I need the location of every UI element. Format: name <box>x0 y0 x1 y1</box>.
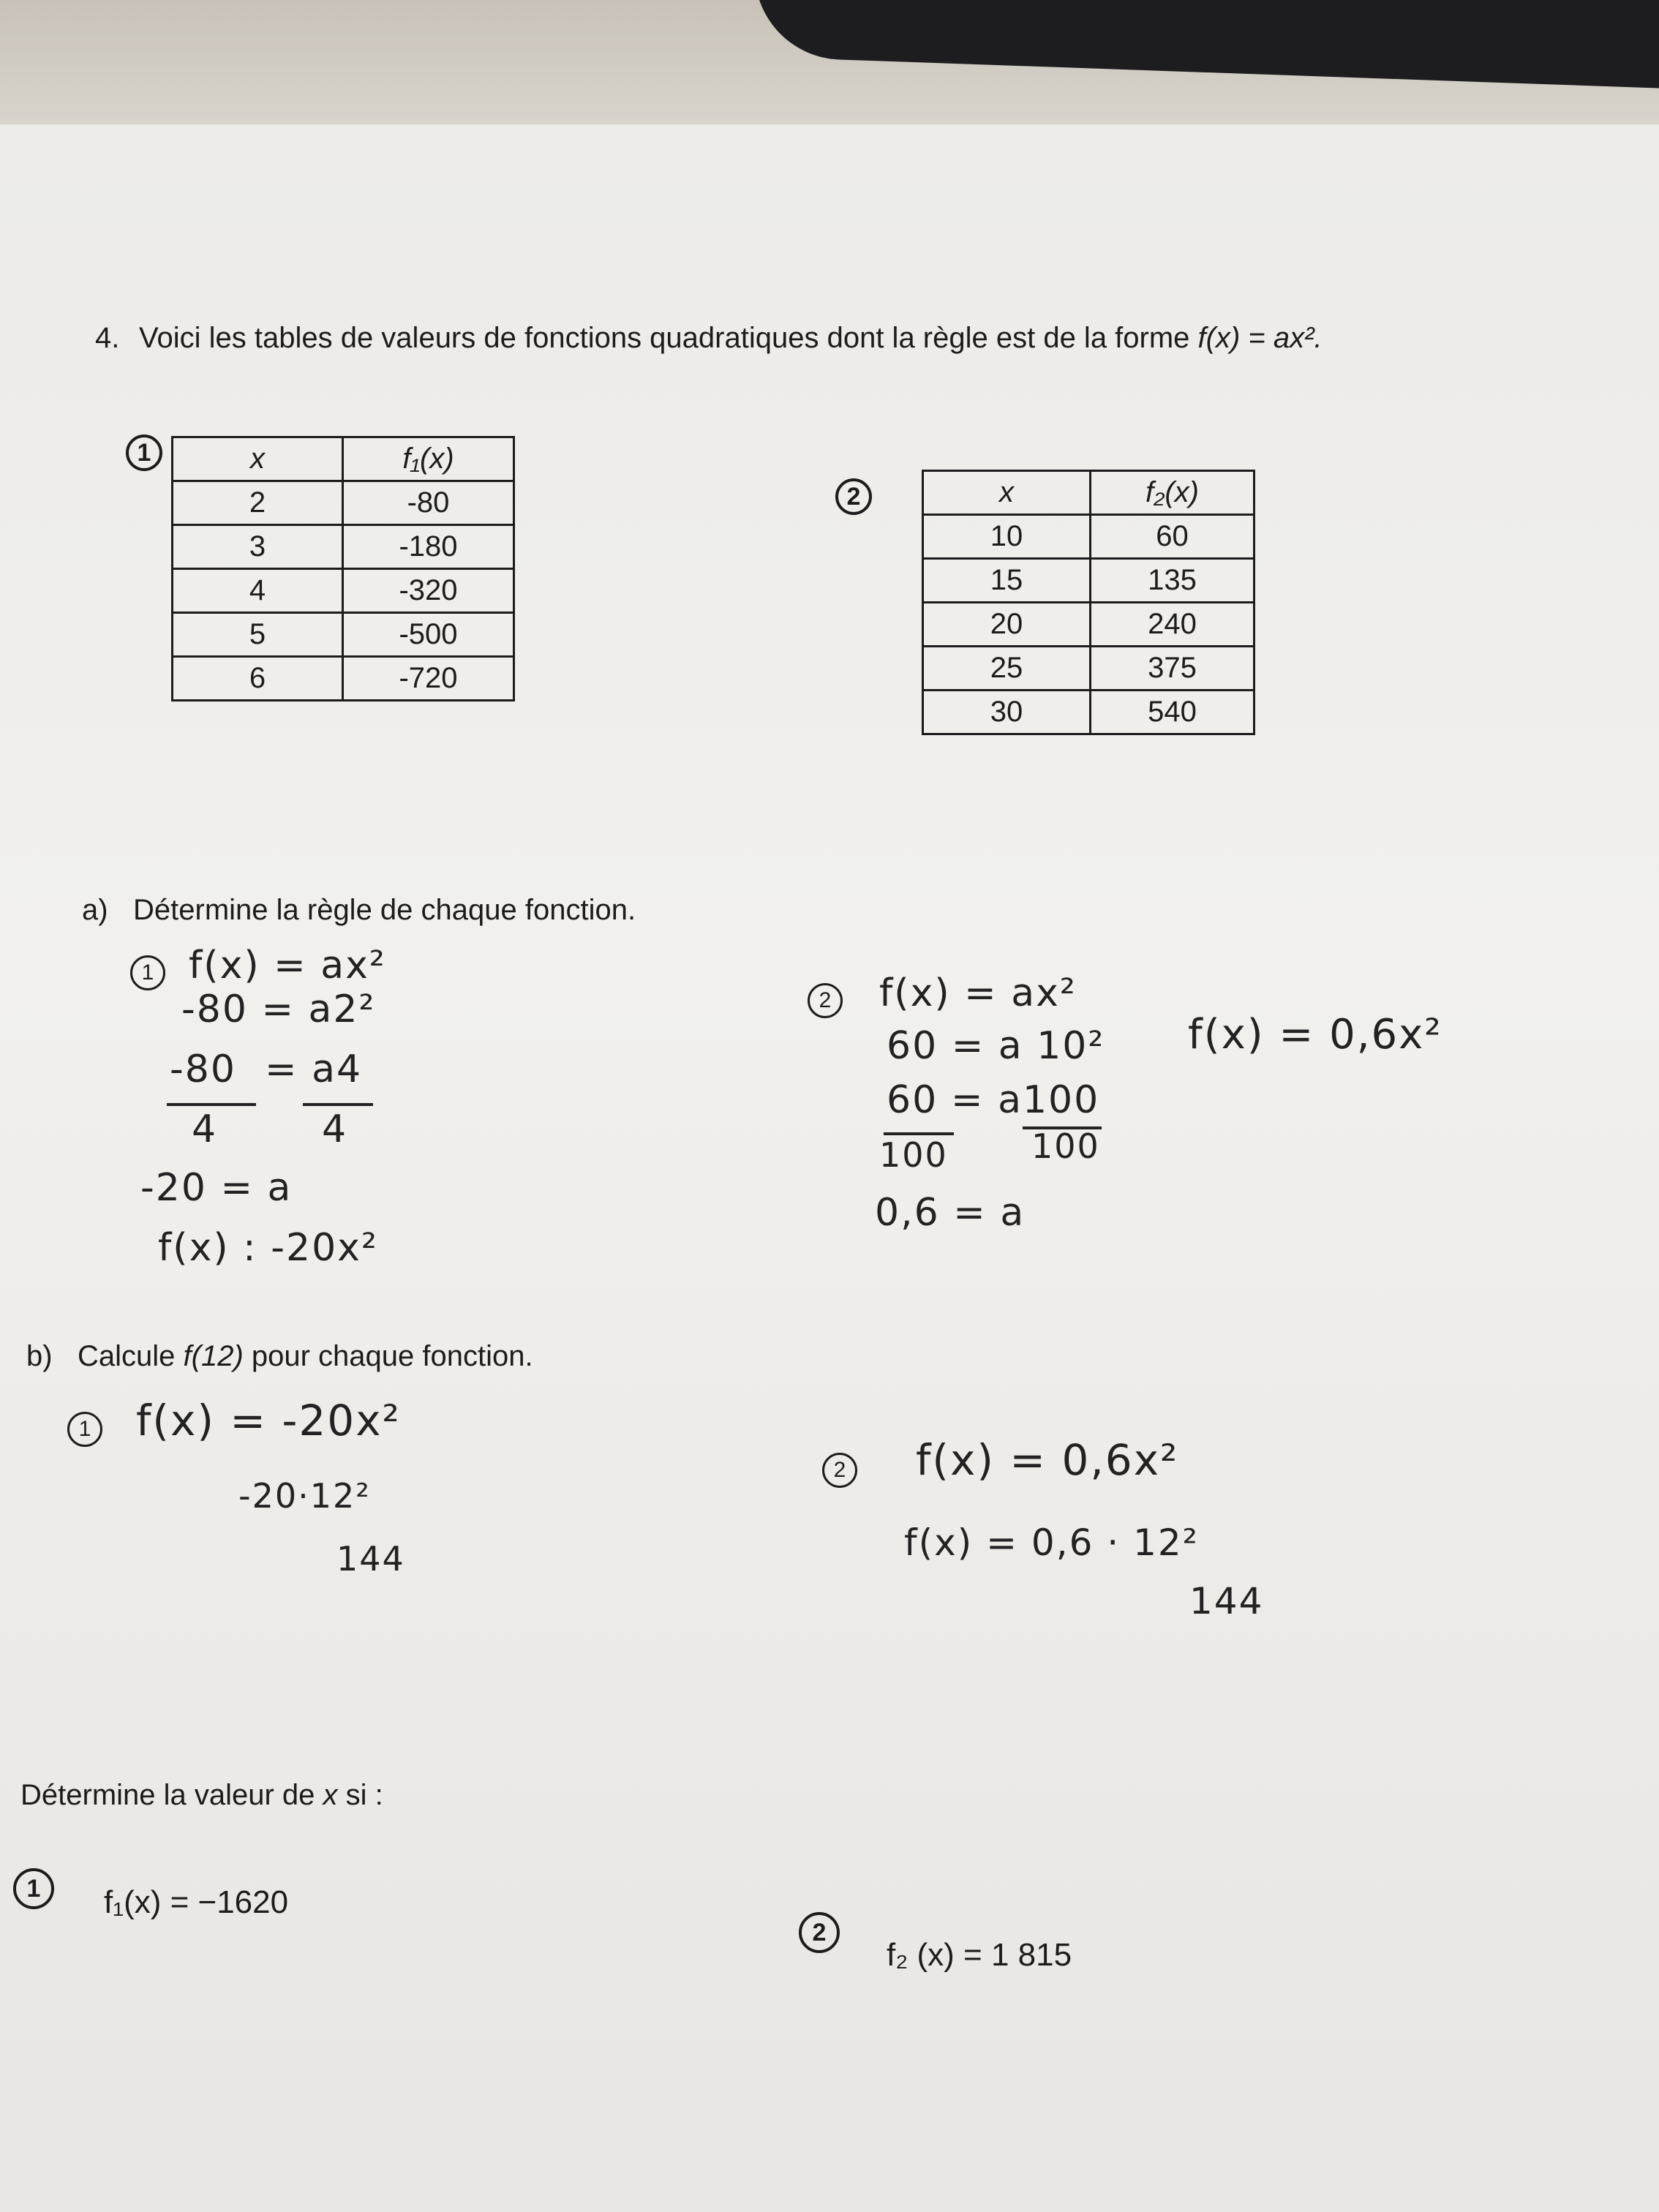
fraction-bar <box>167 1103 256 1106</box>
part-a-work2-line1: f(x) = ax² <box>879 971 1077 1015</box>
table2-cell-f: 540 <box>1091 691 1254 734</box>
table-row <box>173 657 514 701</box>
table2-cell-x: 10 <box>923 515 1091 559</box>
table1-cell-x: 3 <box>173 525 343 569</box>
part-c-text-var: x <box>323 1779 338 1811</box>
table1-cell-f: -180 <box>343 525 514 569</box>
question-number: 4. <box>95 322 120 354</box>
question-text: Voici les tables de valeurs de fonctions quadratiques dont la règle est de la forme <box>139 322 1198 354</box>
part-a-work1-num-left: -80 <box>170 1047 236 1091</box>
table-row <box>923 603 1254 647</box>
table2-cell-f: 240 <box>1091 603 1254 647</box>
table1 <box>171 436 515 701</box>
part-a-work1-marker: 1 <box>130 955 165 990</box>
part-c-item2-expr: f₂ (x) = 1 815 <box>887 1937 1072 1973</box>
table1-cell-f: -500 <box>343 613 514 657</box>
part-c-item2-marker: 2 <box>799 1912 840 1953</box>
table-row <box>923 515 1254 559</box>
table2 <box>922 470 1255 735</box>
table-row <box>173 481 514 525</box>
part-a-prompt <box>82 894 636 927</box>
table1-cell-f: -720 <box>343 657 514 701</box>
table1-cell-x: 4 <box>173 569 343 613</box>
part-c-text-suffix: si : <box>337 1779 383 1811</box>
part-b-text-fn: f(12) <box>183 1340 244 1372</box>
table-row <box>923 691 1254 734</box>
part-a-work1-line4: -20 = a <box>140 1166 293 1210</box>
part-c-text-prefix: Détermine la valeur de <box>20 1779 323 1811</box>
part-a-work2-num-left: 60 <box>887 1078 938 1122</box>
table1-cell-x: 5 <box>173 613 343 657</box>
part-a-work1-den-left: 4 <box>192 1107 218 1151</box>
part-a-work2-result: f(x) = 0,6x² <box>1188 1011 1442 1058</box>
part-a-work1-num-right: = a4 <box>265 1047 363 1091</box>
table-row <box>923 559 1254 603</box>
part-a-work1-den-right: 4 <box>322 1107 348 1151</box>
table-row <box>173 569 514 613</box>
table-row <box>173 613 514 657</box>
part-a-work2-line2: 60 = a 10² <box>887 1024 1105 1068</box>
question-rule: f(x) = ax². <box>1197 322 1323 354</box>
part-c-item1-expr: f₁(x) = −1620 <box>104 1884 289 1920</box>
part-b-work2-line2: f(x) = 0,6 · 12² <box>904 1521 1199 1564</box>
part-b-work2-line3: 144 <box>1189 1580 1264 1622</box>
table1-cell-f: -80 <box>343 481 514 525</box>
table2-cell-x: 15 <box>923 559 1091 603</box>
part-a-work2-den-right: 100 <box>1031 1126 1100 1166</box>
table2-cell-x: 25 <box>923 647 1091 691</box>
table1-marker: 1 <box>126 434 162 471</box>
table2-cell-x: 20 <box>923 603 1091 647</box>
table2-marker: 2 <box>835 478 872 515</box>
part-b-work1-marker: 1 <box>67 1412 102 1447</box>
part-a-text: Détermine la règle de chaque fonction. <box>133 894 636 926</box>
table2-header-x: x <box>923 471 1091 515</box>
part-c-item1-marker: 1 <box>13 1868 54 1909</box>
table2-cell-f: 60 <box>1091 515 1254 559</box>
part-b-prompt <box>26 1340 533 1373</box>
part-a-work2-num-right: = a100 <box>951 1078 1100 1122</box>
part-a-work2-marker: 2 <box>808 983 843 1018</box>
table1-cell-f: -320 <box>343 569 514 613</box>
part-c-prompt <box>20 1779 383 1812</box>
part-a-work1-line5: f(x) : -20x² <box>158 1226 378 1270</box>
part-b-work1-line3: 144 <box>336 1539 405 1579</box>
part-b-label: b) <box>26 1340 53 1372</box>
table1-header-row <box>173 437 514 481</box>
part-b-work2-line1: f(x) = 0,6x² <box>916 1435 1179 1485</box>
part-b-text-prefix: Calcule <box>78 1340 184 1372</box>
table1-header-f: f₁(x) <box>343 437 514 481</box>
part-a-label: a) <box>82 894 108 926</box>
fraction-bar <box>303 1103 373 1106</box>
part-b-work1-line2: -20·12² <box>238 1476 371 1516</box>
part-a-work1-line2: -80 = a2² <box>181 988 376 1031</box>
table-row <box>173 525 514 569</box>
table2-header-row <box>923 471 1254 515</box>
table2-cell-f: 135 <box>1091 559 1254 603</box>
table2-header-f: f₂(x) <box>1091 471 1254 515</box>
table1-cell-x: 2 <box>173 481 343 525</box>
part-b-work1-line1: f(x) = -20x² <box>136 1396 401 1445</box>
table-row <box>923 647 1254 691</box>
part-b-work2-marker: 2 <box>822 1453 857 1488</box>
question-title <box>95 322 1323 355</box>
part-a-work2-line4: 0,6 = a <box>875 1191 1026 1235</box>
table1-header-x: x <box>173 437 343 481</box>
part-b-text-suffix: pour chaque fonction. <box>243 1340 533 1372</box>
table1-cell-x: 6 <box>173 657 343 701</box>
table2-cell-f: 375 <box>1091 647 1254 691</box>
table2-cell-x: 30 <box>923 691 1091 734</box>
part-a-work1-line1: f(x) = ax² <box>189 944 386 988</box>
part-a-work2-den-left: 100 <box>879 1135 948 1175</box>
